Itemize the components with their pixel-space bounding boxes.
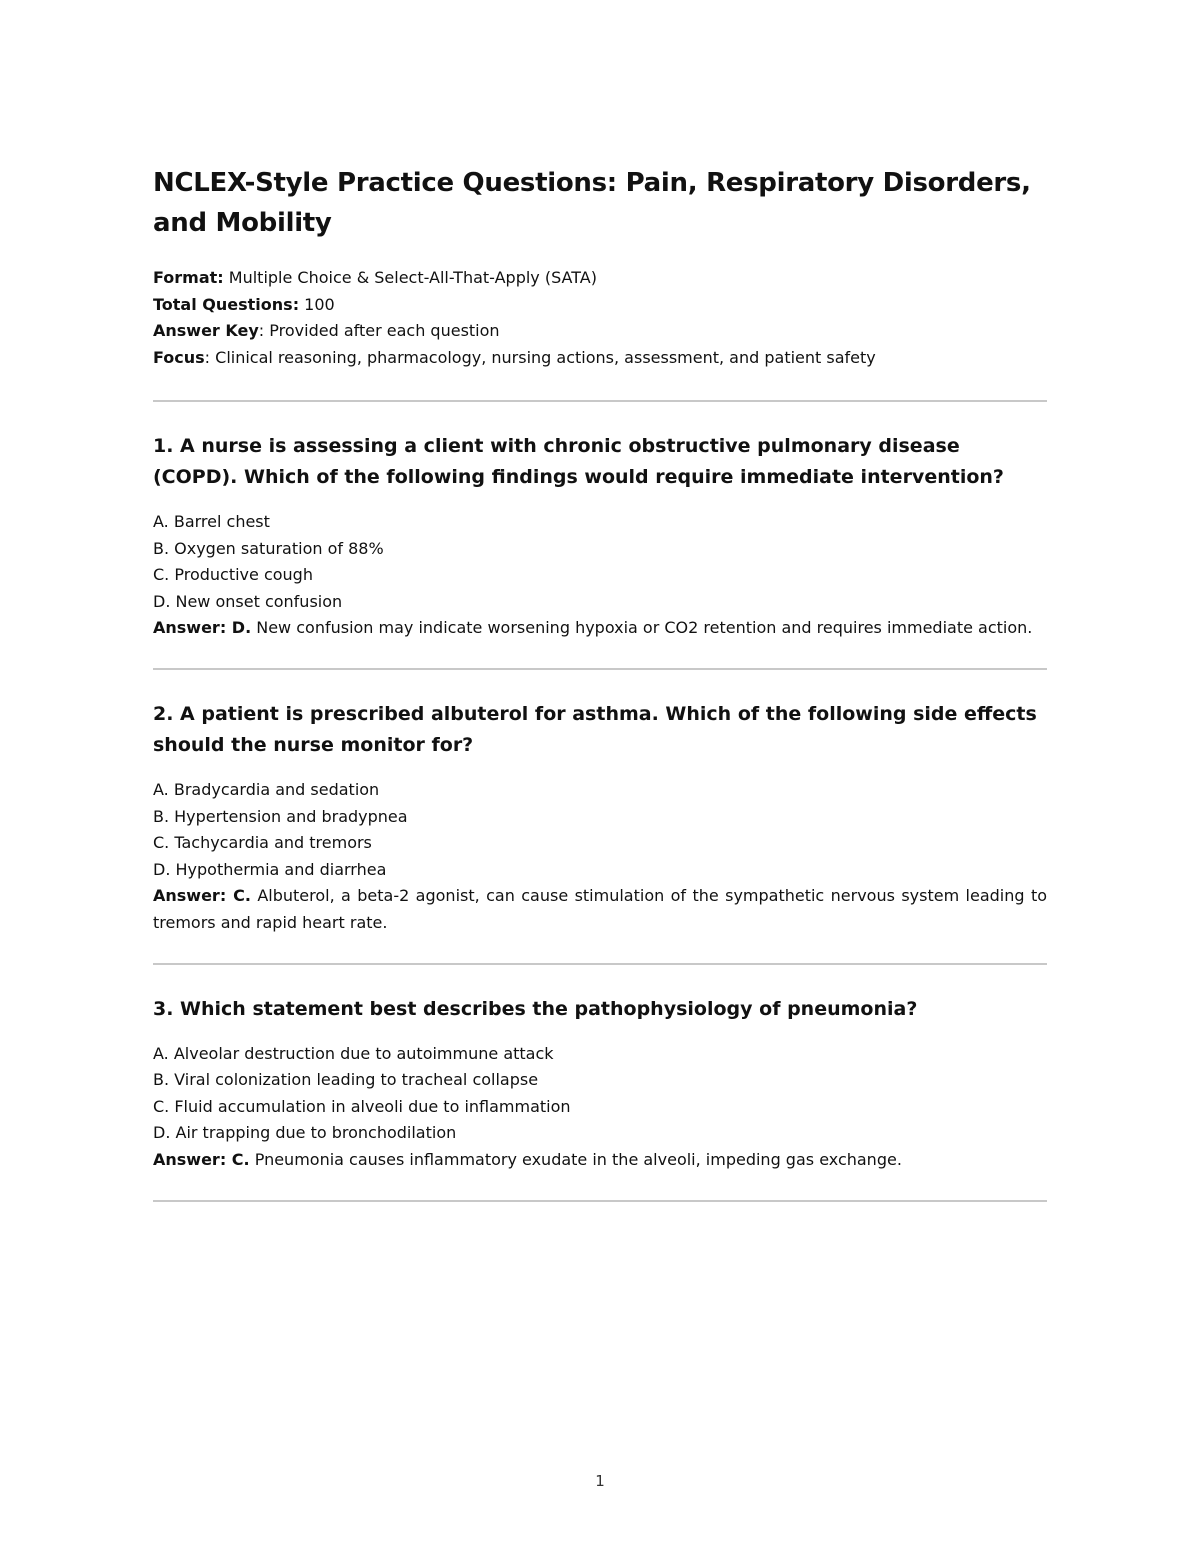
question-3 [153, 965, 1047, 1200]
meta-value: 100 [299, 294, 335, 314]
meta-value: Multiple Choice & Select-All-That-Apply (SATA) [223, 268, 597, 287]
answer-options [153, 777, 1047, 883]
meta-value: : Provided after each question [258, 321, 500, 340]
meta-key: Answer Key [153, 321, 259, 340]
answer-explanation [153, 1147, 1047, 1174]
meta-format [153, 265, 1047, 292]
document-page [153, 163, 1047, 1202]
question-1 [153, 402, 1047, 668]
answer-options [153, 509, 1047, 615]
section-divider [153, 1200, 1047, 1202]
answer-label: Answer: C. [153, 886, 251, 906]
answer-text: Pneumonia causes inflammatory exudate in the alveoli, impeding gas exchange. [249, 1149, 902, 1169]
question-stem: 1. A nurse is assessing a client with chronic obstructive pulmonary disease (COPD). Which of the following findings would require immediate intervention? [153, 435, 1004, 488]
option-a: A. Bradycardia and sedation [153, 779, 380, 799]
page-number: 1 [595, 1472, 605, 1490]
meta-answer-key [153, 318, 1047, 345]
meta-value: : Clinical reasoning, pharmacology, nursing actions, assessment, and patient safety [204, 347, 876, 367]
answer-options [153, 1041, 1047, 1147]
document-title: NCLEX-Style Practice Questions: Pain, Respiratory Disorders, and Mobility [153, 168, 1031, 238]
option-d: D. Air trapping due to bronchodilation [153, 1123, 457, 1143]
meta-key: Format: [153, 268, 224, 287]
meta-key: Focus [153, 347, 205, 367]
option-d: D. New onset confusion [153, 591, 343, 611]
option-b: B. Hypertension and bradypnea [153, 806, 408, 826]
option-b: B. Oxygen saturation of 88% [153, 538, 384, 558]
option-d: D. Hypothermia and diarrhea [153, 859, 387, 879]
option-a: A. Barrel chest [153, 512, 270, 531]
option-c: C. Fluid accumulation in alveoli due to inflammation [153, 1096, 571, 1116]
question-2 [153, 670, 1047, 963]
document-meta [153, 265, 1047, 371]
answer-explanation [153, 883, 1047, 936]
meta-focus [153, 345, 1047, 372]
meta-total-questions [153, 292, 1047, 319]
option-c: C. Productive cough [153, 565, 313, 585]
question-stem: 3. Which statement best describes the pathophysiology of pneumonia? [153, 997, 918, 1020]
answer-label: Answer: D. [153, 618, 252, 638]
option-a: A. Alveolar destruction due to autoimmune attack [153, 1043, 554, 1063]
meta-key: Total Questions: [153, 294, 300, 314]
answer-text: Albuterol, a beta-2 agonist, can cause stimulation of the sympathetic nervous system leading to tremors and rapid heart rate. [153, 886, 1048, 932]
option-b: B. Viral colonization leading to tracheal collapse [153, 1070, 539, 1090]
question-stem: 2. A patient is prescribed albuterol for asthma. Which of the following side effects should the nurse monitor for? [153, 702, 1037, 756]
option-c: C. Tachycardia and tremors [153, 833, 372, 853]
answer-explanation [153, 615, 1047, 642]
answer-text: New confusion may indicate worsening hypoxia or CO2 retention and requires immediate action. [251, 618, 1033, 638]
answer-label: Answer: C. [153, 1149, 250, 1169]
